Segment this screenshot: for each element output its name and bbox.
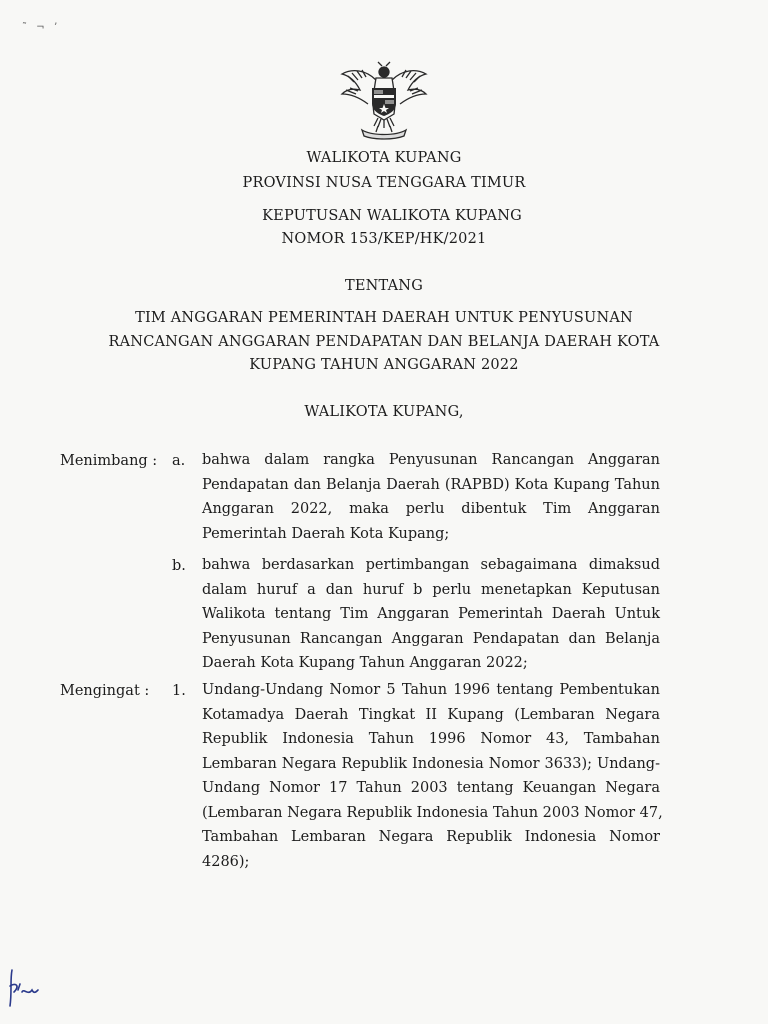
- text-line: Pendapatan dan Belanja Daerah (RAPBD) Kota Kupang Tahun: [202, 476, 660, 493]
- text-line: Pemerintah Daerah Kota Kupang;: [202, 525, 450, 542]
- text-line: bahwa berdasarkan pertimbangan sebagaimana dimaksud: [202, 557, 660, 573]
- text-line: Kotamadya Daerah Tingkat II Kupang (Lembaran Negara: [202, 706, 660, 723]
- text-line: Republik Indonesia Tahun 1996 Nomor 43, Tambahan: [202, 731, 660, 747]
- text-line: Undang-Undang Nomor 5 Tahun 1996 tentang Pembentukan: [202, 682, 660, 698]
- subject-line-2: RANCANGAN ANGGARAN PENDAPATAN DAN BELANJA DAERAH KOTA: [108, 334, 660, 350]
- text-line: Anggaran 2022, maka perlu dibentuk Tim Anggaran: [202, 501, 660, 517]
- subject-line-1: TIM ANGGARAN PEMERINTAH DAERAH UNTUK PENYUSUNAN: [135, 310, 633, 326]
- mengingat-item-1: [202, 678, 663, 874]
- decree-title: KEPUTUSAN WALIKOTA KUPANG: [262, 208, 522, 224]
- issuer-heading: WALIKOTA KUPANG,: [304, 404, 464, 420]
- text-line: bahwa dalam rangka Penyusunan Rancangan Anggaran: [202, 452, 660, 468]
- menimbang-label: Menimbang :: [60, 453, 158, 469]
- item-marker: 1.: [172, 683, 186, 699]
- text-line: Tambahan Lembaran Negara Republik Indonesia Nomor: [202, 829, 660, 845]
- menimbang-item-b: [202, 553, 660, 676]
- region-title: WALIKOTA KUPANG: [306, 150, 462, 166]
- text-line: 4286);: [202, 853, 250, 870]
- decree-number: NOMOR 153/KEP/HK/2021: [281, 231, 487, 247]
- scan-artifact: ˜ ¬ ʼ: [22, 22, 60, 33]
- text-line: Daerah Kota Kupang Tahun Anggaran 2022;: [202, 655, 528, 671]
- text-line: Undang Nomor 17 Tahun 2003 tentang Keuangan Negara: [202, 780, 660, 796]
- province-title: PROVINSI NUSA TENGGARA TIMUR: [242, 175, 526, 191]
- text-line: (Lembaran Negara Republik Indonesia Tahun 2003 Nomor 47,: [202, 804, 663, 821]
- text-line: Penyusunan Rancangan Anggaran Pendapatan dan Belanja: [202, 630, 660, 647]
- text-line: dalam huruf a dan huruf b perlu menetapkan Keputusan: [202, 581, 660, 598]
- item-marker: a.: [172, 453, 186, 469]
- handwritten-initial-icon: [6, 966, 40, 1010]
- mengingat-label: Mengingat :: [60, 683, 150, 699]
- about-heading: TENTANG: [345, 278, 423, 294]
- garuda-emblem-icon: [338, 60, 430, 140]
- subject-line-3: KUPANG TAHUN ANGGARAN 2022: [249, 357, 519, 373]
- item-marker: b.: [172, 558, 186, 574]
- text-line: Walikota tentang Tim Anggaran Pemerintah Daerah Untuk: [202, 606, 660, 622]
- text-line: Lembaran Negara Republik Indonesia Nomor 3633); Undang-: [202, 755, 660, 772]
- menimbang-item-a: [202, 448, 660, 546]
